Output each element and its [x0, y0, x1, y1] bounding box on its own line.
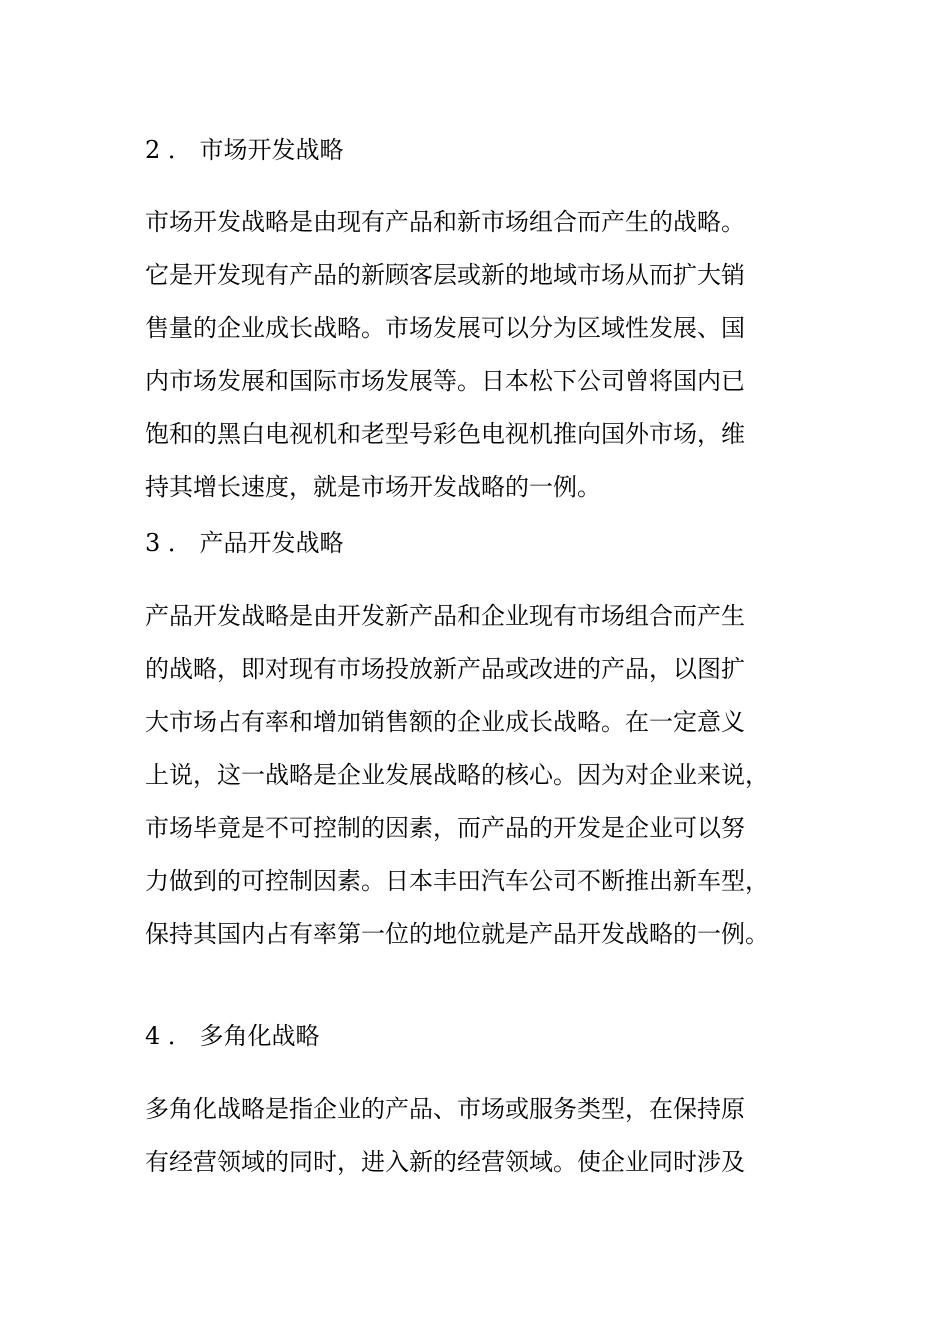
section-heading-product-development: 3 ． 产品开发战略: [145, 529, 344, 557]
paragraph-line: 的战略，即对现有市场投放新产品或改进的产品，以图扩: [145, 655, 745, 683]
paragraph-line: 市场毕竟是不可控制的因素，而产品的开发是企业可以努: [145, 814, 745, 842]
paragraph-line: 内市场发展和国际市场发展等。日本松下公司曾将国内已: [145, 367, 745, 395]
paragraph-line: 有经营领域的同时，进入新的经营领域。使企业同时涉及: [145, 1148, 745, 1176]
section-heading-market-development: 2 ． 市场开发战略: [145, 136, 344, 164]
paragraph-line: 它是开发现有产品的新顾客层或新的地域市场从而扩大销: [145, 261, 745, 289]
paragraph-line: 上说，这一战略是企业发展战略的核心。因为对企业来说，: [145, 761, 769, 789]
paragraph-line: 持其增长速度，就是市场开发战略的一例。: [145, 473, 601, 501]
paragraph-line: 售量的企业成长战略。市场发展可以分为区域性发展、国: [145, 314, 745, 342]
paragraph-line: 保持其国内占有率第一位的地位就是产品开发战略的一例。: [145, 920, 769, 948]
paragraph-diversification: [145, 1083, 805, 1189]
paragraph-line: 饱和的黑白电视机和老型号彩色电视机推向国外市场，维: [145, 420, 745, 448]
paragraph-product-development: [145, 590, 805, 961]
paragraph-line: 力做到的可控制因素。日本丰田汽车公司不断推出新车型，: [145, 867, 769, 895]
section-heading-diversification: 4 ． 多角化战略: [145, 1022, 320, 1050]
paragraph-line: 大市场占有率和增加销售额的企业成长战略。在一定意义: [145, 708, 745, 736]
paragraph-line: 产品开发战略是由开发新产品和企业现有市场组合而产生: [145, 602, 745, 630]
paragraph-market-development: [145, 196, 805, 514]
paragraph-line: 多角化战略是指企业的产品、市场或服务类型，在保持原: [145, 1095, 745, 1123]
paragraph-line: 市场开发战略是由现有产品和新市场组合而产生的战略。: [145, 208, 745, 236]
